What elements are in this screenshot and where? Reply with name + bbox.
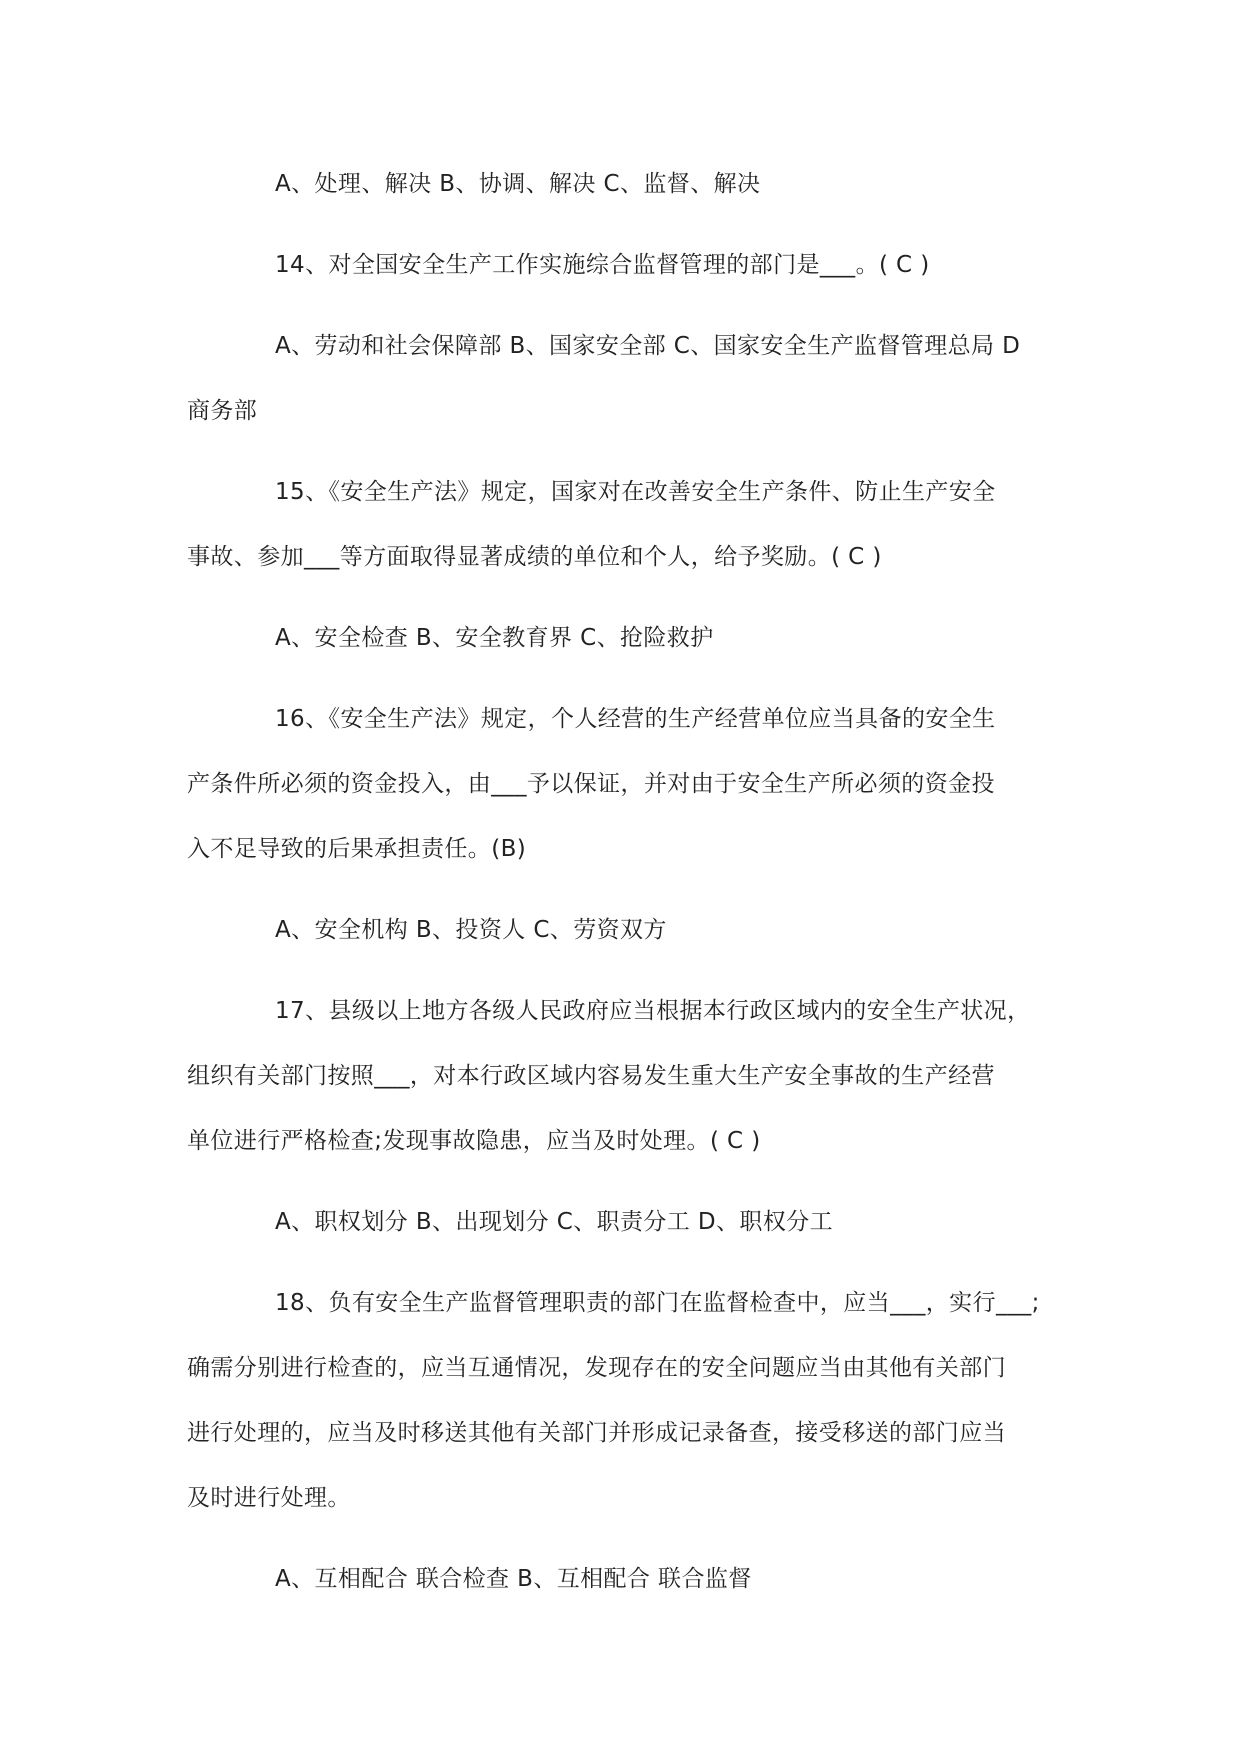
question-18-cont-2: 进行处理的，应当及时移送其他有关部门并形成记录备查，接受移送的部门应当 [187,1420,1006,1446]
option-line-16: A、安全机构 B、投资人 C、劳资双方 [275,917,667,943]
question-16-cont-1: 产条件所必须的资金投入，由___予以保证，并对由于安全生产所必须的资金投 [187,771,995,797]
question-18: 18、负有安全生产监督管理职责的部门在监督检查中，应当___，实行___; [275,1290,1040,1316]
option-line-15: A、安全检查 B、安全教育界 C、抢险救护 [275,625,714,651]
question-16-cont-2: 入不足导致的后果承担责任。(B) [187,836,527,862]
question-16: 16、《安全生产法》规定，个人经营的生产经营单位应当具备的安全生 [275,706,996,732]
question-15: 15、《安全生产法》规定，国家对在改善安全生产条件、防止生产安全 [275,479,996,505]
question-17-cont-1: 组织有关部门按照___，对本行政区域内容易发生重大生产安全事故的生产经营 [187,1063,995,1089]
question-17: 17、县级以上地方各级人民政府应当根据本行政区域内的安全生产状况， [275,998,1031,1024]
option-line-14-cont: 商务部 [187,398,258,424]
question-18-cont-1: 确需分别进行检查的，应当互通情况，发现存在的安全问题应当由其他有关部门 [187,1355,1006,1381]
question-18-cont-3: 及时进行处理。 [187,1485,351,1511]
question-17-cont-2: 单位进行严格检查;发现事故隐患，应当及时处理。( C ) [187,1128,761,1154]
question-14: 14、对全国安全生产工作实施综合监督管理的部门是___。( C ) [275,252,930,278]
option-line-13: A、处理、解决 B、协调、解决 C、监督、解决 [275,171,761,197]
question-15-cont: 事故、参加___等方面取得显著成绩的单位和个人，给予奖励。( C ) [187,544,882,570]
option-line-14: A、劳动和社会保障部 B、国家安全部 C、国家安全生产监督管理总局 D [275,333,1021,359]
option-line-18: A、互相配合 联合检查 B、互相配合 联合监督 [275,1566,752,1592]
option-line-17: A、职权划分 B、出现划分 C、职责分工 D、职权分工 [275,1209,834,1235]
